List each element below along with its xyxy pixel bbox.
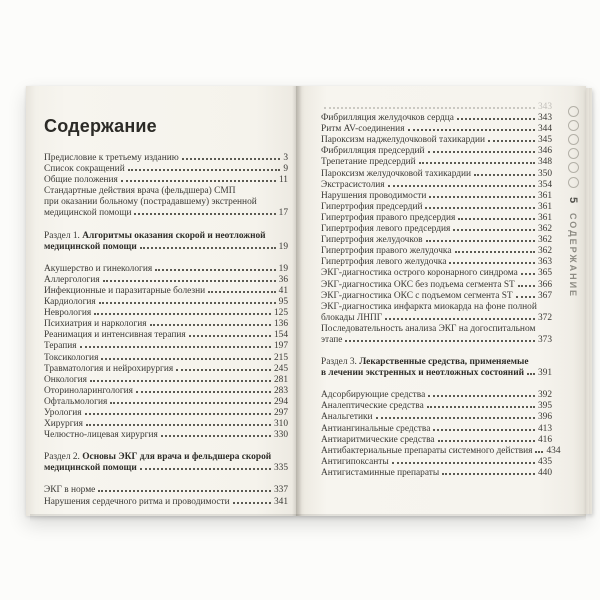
toc-entry-title: медицинской помощи xyxy=(44,241,137,252)
toc-entry xyxy=(44,430,288,441)
dot-leader xyxy=(155,269,275,271)
dot-leader xyxy=(419,162,535,164)
toc-entry-line xyxy=(44,386,288,397)
toc-entry-title: Фибрилляция желудочков сердца xyxy=(321,113,454,124)
dot-leader xyxy=(428,151,535,153)
toc-entry-title: Раздел 3. Лекарственные средства, применяемые xyxy=(321,357,529,368)
toc-entry xyxy=(44,275,288,286)
toc-entry xyxy=(321,445,561,457)
page-number: 373 xyxy=(537,334,552,345)
toc-entry-title: Предисловие к третьему изданию xyxy=(44,153,179,163)
toc-entry xyxy=(321,424,552,435)
toc-entry-title: Хирургия xyxy=(44,419,83,430)
left-page xyxy=(26,86,296,516)
page-number: 345 xyxy=(537,135,552,146)
toc-entry-line xyxy=(321,368,552,379)
toc-entry-line xyxy=(321,291,552,302)
toc-entry-line xyxy=(44,186,288,197)
toc-entry xyxy=(44,364,288,375)
page-number: 341 xyxy=(273,496,288,507)
dot-leader xyxy=(408,129,535,131)
toc-entry-title: Антигистаминные препараты xyxy=(321,467,440,478)
dot-leader xyxy=(80,346,271,348)
toc-entry-line xyxy=(44,153,288,164)
page-stack-edge xyxy=(586,88,592,514)
toc-entry-title: Гипертрофия левого предсердия xyxy=(321,224,451,235)
toc-entry-line xyxy=(321,324,552,335)
edge-page-number: 5 xyxy=(567,197,579,204)
toc-section-prefix: Раздел 2. xyxy=(44,452,83,463)
toc-entry-title: медицинской помощи xyxy=(44,208,132,219)
toc-entry xyxy=(44,186,288,219)
contents-heading: Содержание xyxy=(44,116,157,136)
toc-entry xyxy=(44,319,288,330)
toc-entry xyxy=(321,468,552,479)
toc-entry-line xyxy=(321,246,552,257)
toc-entry-line xyxy=(44,375,288,386)
toc-entry-line xyxy=(321,357,552,368)
toc-entry-line xyxy=(44,485,288,496)
page-edge-tab xyxy=(560,86,586,516)
page-number: 392 xyxy=(537,390,552,401)
toc-entry xyxy=(44,341,288,352)
page-number: 396 xyxy=(537,412,552,423)
right-page-entries xyxy=(321,102,561,479)
page-number: 361 xyxy=(537,190,552,201)
toc-entry xyxy=(321,124,552,135)
dot-leader xyxy=(457,118,535,120)
page-number: 17 xyxy=(278,208,288,219)
toc-entry-title: Акушерство и гинекология xyxy=(44,263,153,274)
toc-entry-line xyxy=(321,113,552,124)
toc-entry xyxy=(44,330,288,341)
toc-entry xyxy=(44,286,288,297)
toc-entry xyxy=(44,452,288,474)
dot-leader xyxy=(121,180,276,182)
page-number: 348 xyxy=(537,157,552,168)
toc-entry-title: Аллергология xyxy=(44,274,100,285)
dot-leader xyxy=(128,169,281,171)
toc-entry-line xyxy=(321,424,552,435)
toc-entry-title: Ритм AV-соединения xyxy=(321,124,405,135)
toc-entry-title: Экстрасистолия xyxy=(321,179,385,190)
toc-section-prefix: Раздел 3. xyxy=(321,357,360,368)
toc-entry xyxy=(321,302,552,324)
dot-leader xyxy=(433,429,535,431)
dot-leader xyxy=(101,358,271,360)
toc-entry-line xyxy=(44,364,288,375)
toc-entry-line xyxy=(44,297,288,308)
toc-entry-title: ЭКГ-диагностика ОКС без подъема сегмента ST xyxy=(321,279,515,290)
toc-entry xyxy=(321,435,552,446)
page-number: 41 xyxy=(278,285,288,296)
edge-circle-icon xyxy=(568,162,579,173)
toc-entry-line xyxy=(44,175,288,186)
dot-leader xyxy=(140,247,276,249)
toc-entry-title: Гипертрофия предсердий xyxy=(321,201,423,212)
toc-entry-title: Стандартные действия врача (фельдшера) СМП xyxy=(44,186,236,197)
toc-entry-line xyxy=(44,452,288,463)
toc-entry xyxy=(321,213,552,224)
toc-entry-line xyxy=(321,280,552,291)
toc-entry xyxy=(321,113,552,124)
page-number: 95 xyxy=(278,297,288,308)
page-number: 9 xyxy=(283,164,288,175)
toc-entry xyxy=(321,235,552,246)
toc-entry-line xyxy=(44,308,288,319)
toc-entry xyxy=(44,419,288,430)
toc-entry xyxy=(44,308,288,319)
toc-entry-line xyxy=(44,164,288,175)
page-number: 435 xyxy=(537,456,552,467)
toc-entry-title: Гипертрофия правого предсердия xyxy=(321,212,456,223)
page-number: 3 xyxy=(283,153,288,163)
toc-entry-title: Фибрилляция предсердий xyxy=(321,146,425,157)
toc-entry-line xyxy=(44,275,288,286)
toc-entry-title: Раздел 2. Основы ЭКГ для врача и фельдшера скорой xyxy=(44,452,272,463)
toc-entry-title: Нарушения сердечного ритма и проводимости xyxy=(44,496,230,507)
toc-entry-line xyxy=(321,412,552,423)
dot-leader xyxy=(453,229,535,231)
toc-entry xyxy=(321,224,552,235)
left-page-entries xyxy=(44,153,288,508)
dot-leader xyxy=(527,373,535,375)
toc-entry xyxy=(321,146,552,157)
toc-entry-title: медицинской помощи xyxy=(44,463,137,474)
dot-leader xyxy=(426,240,535,242)
toc-entry-title: Неврология xyxy=(44,308,92,319)
dot-leader xyxy=(474,174,535,176)
page-number: 215 xyxy=(273,352,288,363)
page-number: 125 xyxy=(273,308,288,319)
toc-entry-title: ЭКГ-диагностика инфаркта миокарда на фоне полной xyxy=(321,301,537,312)
page-number: 361 xyxy=(537,212,552,223)
dot-leader xyxy=(345,340,534,342)
page-number: 343 xyxy=(537,113,552,124)
page-number: 343 xyxy=(537,102,552,112)
dot-leader xyxy=(516,296,535,298)
toc-entry-title: Пароксизм наджелудочковой тахикардии xyxy=(321,135,486,146)
toc-entry xyxy=(44,408,288,419)
right-page xyxy=(296,86,586,516)
dot-leader xyxy=(189,335,271,337)
toc-entry-title: Общие положения xyxy=(44,175,118,186)
toc-entry-title: Антигипоксанты xyxy=(321,456,389,467)
dot-leader xyxy=(150,324,271,326)
toc-entry-line xyxy=(321,213,552,224)
dot-leader xyxy=(161,435,271,437)
toc-entry xyxy=(44,397,288,408)
toc-entry-title: Урология xyxy=(44,407,82,418)
toc-entry xyxy=(44,375,288,386)
toc-entry-line xyxy=(321,302,552,313)
toc-entry-title: при оказании больному (пострадавшему) экстренной xyxy=(44,197,257,208)
dot-leader xyxy=(438,440,535,442)
toc-entry-line xyxy=(44,242,288,253)
page-number: 19 xyxy=(278,241,288,252)
toc-entry xyxy=(321,324,552,346)
toc-entry-title: Антибактериальные препараты системного действия xyxy=(321,445,533,456)
toc-entry-title: Адсорбирующие средства xyxy=(321,390,426,401)
toc-entry-line xyxy=(321,401,552,412)
toc-entry xyxy=(321,390,552,401)
page-number: 330 xyxy=(273,430,288,441)
toc-entry-line xyxy=(44,286,288,297)
page-number: 310 xyxy=(273,419,288,430)
toc-entry-title: Аналептические средства xyxy=(321,401,424,412)
page-number: 283 xyxy=(273,385,288,396)
dot-leader xyxy=(99,302,276,304)
toc-entry-line xyxy=(321,235,552,246)
toc-entry-line xyxy=(321,191,552,202)
dot-leader xyxy=(103,280,276,282)
dot-leader xyxy=(110,402,271,404)
dot-leader xyxy=(140,468,271,470)
toc-entry-line xyxy=(321,313,552,324)
toc-entry xyxy=(44,153,288,164)
toc-entry-title: Токсикология xyxy=(44,352,99,363)
toc-entry-line xyxy=(321,169,552,180)
toc-entry-line xyxy=(44,208,288,219)
toc-entry xyxy=(44,353,288,364)
edge-circle-icon xyxy=(568,106,579,117)
dot-leader xyxy=(428,395,535,397)
toc-entry-line xyxy=(44,341,288,352)
toc-entry-line xyxy=(321,146,552,157)
toc-entry-line xyxy=(44,408,288,419)
page-number: 350 xyxy=(537,168,552,179)
page-number: 297 xyxy=(273,407,288,418)
page-number: 413 xyxy=(537,423,552,434)
toc-entry-line xyxy=(321,257,552,268)
dot-leader xyxy=(385,318,535,320)
toc-entry-title: Нарушения проводимости xyxy=(321,190,427,201)
toc-entry-line xyxy=(44,397,288,408)
page-number: 354 xyxy=(537,179,552,190)
dot-leader xyxy=(488,140,535,142)
toc-entry xyxy=(44,497,288,508)
toc-entry xyxy=(321,457,552,468)
edge-tab-label: СОДЕРЖАНИЕ xyxy=(568,213,578,299)
dot-leader xyxy=(425,207,534,209)
toc-entry-title: Гипертрофия желудочков xyxy=(321,235,423,246)
page-number: 391 xyxy=(538,368,553,379)
toc-entry-line xyxy=(44,231,288,242)
dot-leader xyxy=(182,158,281,160)
page-number: 362 xyxy=(537,235,552,246)
toc-entry-line xyxy=(44,497,288,508)
page-number: 335 xyxy=(273,463,288,474)
toc-entry-title: Гипертрофия правого желудочка xyxy=(321,246,452,257)
page-number: 197 xyxy=(273,341,288,352)
dot-leader xyxy=(136,391,271,393)
dot-leader xyxy=(176,369,271,371)
toc-entry-line xyxy=(44,463,288,474)
page-number: 281 xyxy=(273,374,288,385)
toc-entry xyxy=(321,180,552,191)
page-number: 366 xyxy=(537,279,552,290)
toc-entry-title: ЭКГ-диагностика острого коронарного синдрома xyxy=(321,268,518,279)
edge-circle-icon xyxy=(568,120,579,131)
toc-entry xyxy=(321,268,552,279)
dot-leader xyxy=(324,107,535,109)
toc-entry xyxy=(44,164,288,175)
toc-entry-title: Трепетание предсердий xyxy=(321,157,416,168)
dot-leader xyxy=(518,285,535,287)
toc-entry-line xyxy=(321,335,552,346)
page-number: 19 xyxy=(278,263,288,274)
page-number: 434 xyxy=(546,445,561,456)
page-number: 362 xyxy=(537,224,552,235)
dot-leader xyxy=(376,417,535,419)
toc-entry-line xyxy=(321,435,552,446)
toc-entry-line xyxy=(321,268,552,279)
toc-entry-title: Реанимация и интенсивная терапия xyxy=(44,330,186,341)
toc-entry-title: Оториноларингология xyxy=(44,385,133,396)
toc-entry-title: Анальгетики xyxy=(321,412,373,423)
toc-entry xyxy=(321,135,552,146)
dot-leader xyxy=(98,490,271,492)
toc-entry-line xyxy=(321,390,552,401)
page-number: 363 xyxy=(537,257,552,268)
page-number: 337 xyxy=(273,485,288,496)
toc-entry xyxy=(321,291,552,302)
toc-section-prefix: Раздел 1. xyxy=(44,230,83,241)
toc-entry xyxy=(44,297,288,308)
page-number: 36 xyxy=(278,274,288,285)
dot-leader xyxy=(134,213,275,215)
toc-entry-title: Пароксизм желудочковой тахикардии xyxy=(321,168,472,179)
toc-entry-title: ЭКГ в норме xyxy=(44,485,96,496)
toc-entry-title: Антиангинальные средства xyxy=(321,423,431,434)
toc-entry-line xyxy=(321,445,561,457)
toc-entry-line xyxy=(321,202,552,213)
edge-circle-icon xyxy=(568,148,579,159)
toc-entry-line xyxy=(321,124,552,135)
toc-entry xyxy=(321,412,552,423)
toc-entry-title: Челюстно-лицевая хирургия xyxy=(44,430,158,441)
toc-entry-title: Психиатрия и наркология xyxy=(44,319,147,330)
toc-entry-title: этапе xyxy=(321,334,343,345)
dot-leader xyxy=(427,406,535,408)
toc-entry-line xyxy=(321,102,552,113)
page-number: 136 xyxy=(273,319,288,330)
dot-leader xyxy=(233,502,271,504)
toc-entry-line xyxy=(321,180,552,191)
page-number: 154 xyxy=(273,330,288,341)
page-number: 367 xyxy=(537,290,552,301)
toc-entry-title: Терапия xyxy=(44,341,77,352)
toc-entry-line xyxy=(44,430,288,441)
dot-leader xyxy=(85,413,271,415)
toc-entry-line xyxy=(44,197,288,208)
page-number: 440 xyxy=(537,467,552,478)
dot-leader xyxy=(90,380,271,382)
page-number: 395 xyxy=(537,401,552,412)
page-number: 361 xyxy=(537,201,552,212)
page-number: 344 xyxy=(537,124,552,135)
toc-entry-title: Раздел 1. Алгоритмы оказания скорой и неотложной xyxy=(44,230,266,241)
dot-leader xyxy=(455,251,535,253)
toc-entry-line xyxy=(44,319,288,330)
page-number: 372 xyxy=(537,312,552,323)
dot-leader xyxy=(388,185,535,187)
dot-leader xyxy=(86,424,271,426)
toc-entry-title: Онкология xyxy=(44,374,87,385)
dot-leader xyxy=(521,273,535,275)
toc-entry-title: Антиаритмические средства xyxy=(321,434,435,445)
edge-circle-icon xyxy=(568,177,579,188)
edge-circle-icon xyxy=(568,134,579,145)
toc-entry-line xyxy=(321,224,552,235)
toc-entry xyxy=(321,246,552,257)
toc-entry-title: Кардиология xyxy=(44,297,96,308)
dot-leader xyxy=(94,313,271,315)
dot-leader xyxy=(458,218,535,220)
page-number: 362 xyxy=(537,246,552,257)
toc-entry xyxy=(321,280,552,291)
page-number: 245 xyxy=(273,363,288,374)
toc-entry-title: Инфекционные и паразитарные болезни xyxy=(44,285,206,296)
toc-entry-title: в лечении экстренных и неотложных состояний xyxy=(321,368,525,379)
toc-entry-title: Последовательность анализа ЭКГ на догоспитальном xyxy=(321,323,536,334)
toc-entry xyxy=(44,231,288,253)
toc-entry xyxy=(44,485,288,496)
toc-entry xyxy=(44,386,288,397)
page-number: 294 xyxy=(273,396,288,407)
toc-entry-title: Список сокращений xyxy=(44,164,125,175)
toc-entry-line xyxy=(321,135,552,146)
toc-entry-title: Травматология и нейрохирургия xyxy=(44,363,174,374)
page-number: 416 xyxy=(537,434,552,445)
dot-leader xyxy=(535,451,543,453)
book-bottom-shadow xyxy=(30,514,586,522)
toc-entry-title: Офтальмология xyxy=(44,396,108,407)
toc-entry xyxy=(44,175,288,186)
toc-entry xyxy=(321,169,552,180)
dot-leader xyxy=(442,473,535,475)
toc-entry-line xyxy=(321,457,552,468)
toc-entry-line xyxy=(44,330,288,341)
toc-entry-title: ЭКГ-диагностика ОКС с подъемом сегмента ST xyxy=(321,290,513,301)
page-number: 365 xyxy=(537,268,552,279)
toc-entry-line xyxy=(321,468,552,479)
edge-circles xyxy=(568,104,579,189)
toc-entry xyxy=(44,264,288,275)
toc-entry-title: Гипертрофия левого желудочка xyxy=(321,257,447,268)
toc-entry xyxy=(321,401,552,412)
toc-entry-line xyxy=(321,157,552,168)
toc-entry xyxy=(321,257,552,268)
toc-entry-line xyxy=(44,264,288,275)
dot-leader xyxy=(449,262,534,264)
toc-entry-title: блокады ЛНПГ xyxy=(321,312,383,323)
toc-entry xyxy=(321,102,552,113)
toc-entry-line xyxy=(44,419,288,430)
toc-entry xyxy=(321,202,552,213)
toc-entry xyxy=(321,191,552,202)
dot-leader xyxy=(208,291,275,293)
page-number: 346 xyxy=(537,146,552,157)
toc-entry xyxy=(321,157,552,168)
dot-leader xyxy=(392,462,535,464)
toc-entry-line xyxy=(44,353,288,364)
toc-entry xyxy=(321,357,552,379)
page-number: 11 xyxy=(278,175,288,186)
dot-leader xyxy=(429,196,535,198)
book-spread xyxy=(26,86,586,516)
